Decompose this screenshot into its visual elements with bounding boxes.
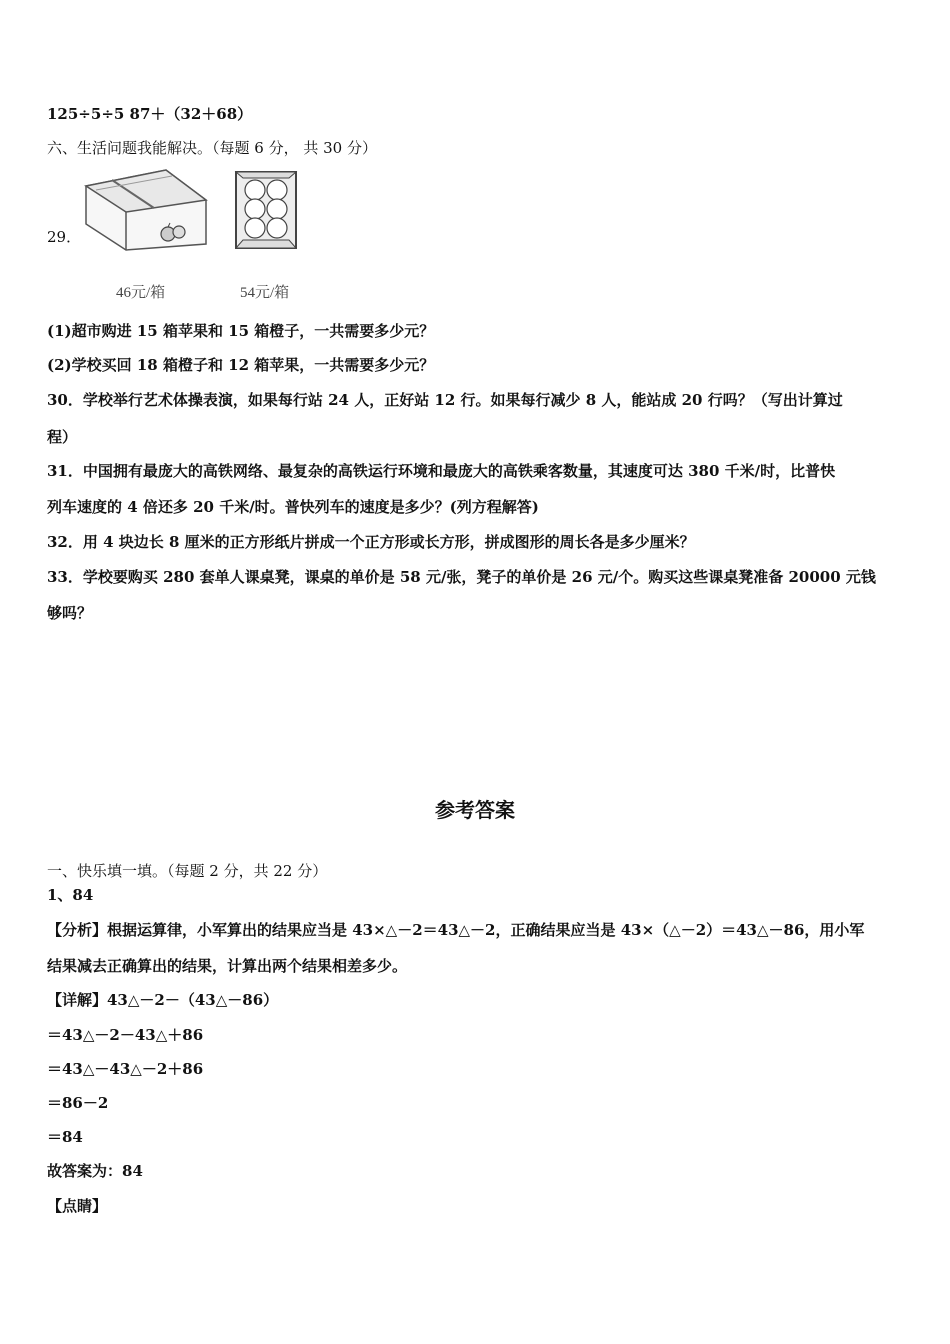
question-33-line-1: 33．学校要购买 280 套单人课桌凳，课桌的单价是 58 元/张，凳子的单价是 26 元/个。购买这些课桌凳准备 20000 元钱	[47, 568, 876, 586]
detail-step-4: ＝84	[47, 1128, 83, 1146]
analysis-line-2: 结果减去正确算出的结果，计算出两个结果相差多少。	[47, 957, 408, 975]
calc-expression: 125÷5÷5 87＋（32＋68）	[47, 105, 253, 123]
section-6-heading: 六、生活问题我能解决。（每题 6 分， 共 30 分）	[47, 139, 377, 157]
comment-heading: 【点睛】	[47, 1197, 108, 1215]
conclusion: 故答案为：84	[47, 1162, 143, 1180]
orange-box-illustration	[233, 168, 301, 254]
answers-title: 参考答案	[435, 798, 515, 822]
question-29-part-2: (2)学校买回 18 箱橙子和 12 箱苹果，一共需要多少元？	[47, 356, 435, 374]
detail-step-2: ＝43△－43△－2＋86	[47, 1060, 204, 1078]
question-31-line-1: 31．中国拥有最庞大的高铁网络、最复杂的高铁运行环境和最庞大的高铁乘客数量，其速度可达 380 千米/时，比普快	[47, 462, 836, 480]
answers-section-1-heading: 一、快乐填一填。（每题 2 分，共 22 分）	[47, 862, 328, 880]
apple-box-illustration	[82, 168, 212, 253]
detail-step-1: ＝43△－2－43△＋86	[47, 1026, 204, 1044]
question-29-part-1: (1)超市购进 15 箱苹果和 15 箱橙子，一共需要多少元？	[47, 322, 435, 340]
question-29-number: 29．	[47, 228, 82, 246]
question-33-line-2: 够吗？	[47, 604, 93, 622]
analysis-line-1: 【分析】根据运算律，小军算出的结果应当是 43×△－2＝43△－2，正确结果应当是 43×（△－2）＝43△－86，用小军	[47, 921, 865, 939]
question-30-line-2: 程）	[47, 428, 78, 446]
question-32: 32．用 4 块边长 8 厘米的正方形纸片拼成一个正方形或长方形，拼成图形的周长各是多少厘米？	[47, 533, 695, 551]
detail-heading: 【详解】43△－2－（43△－86）	[47, 991, 279, 1009]
orange-box-price: 54元/箱	[240, 285, 290, 301]
question-30-line-1: 30．学校举行艺术体操表演，如果每行站 24 人，正好站 12 行。如果每行减少 8 人，能站成 20 行吗？（写出计算过	[47, 391, 843, 409]
apple-box-price: 46元/箱	[116, 285, 166, 301]
question-31-line-2: 列车速度的 4 倍还多 20 千米/时。普快列车的速度是多少？(列方程解答)	[47, 498, 539, 516]
answer-1: 1、84	[47, 886, 94, 904]
detail-step-3: ＝86－2	[47, 1094, 109, 1112]
